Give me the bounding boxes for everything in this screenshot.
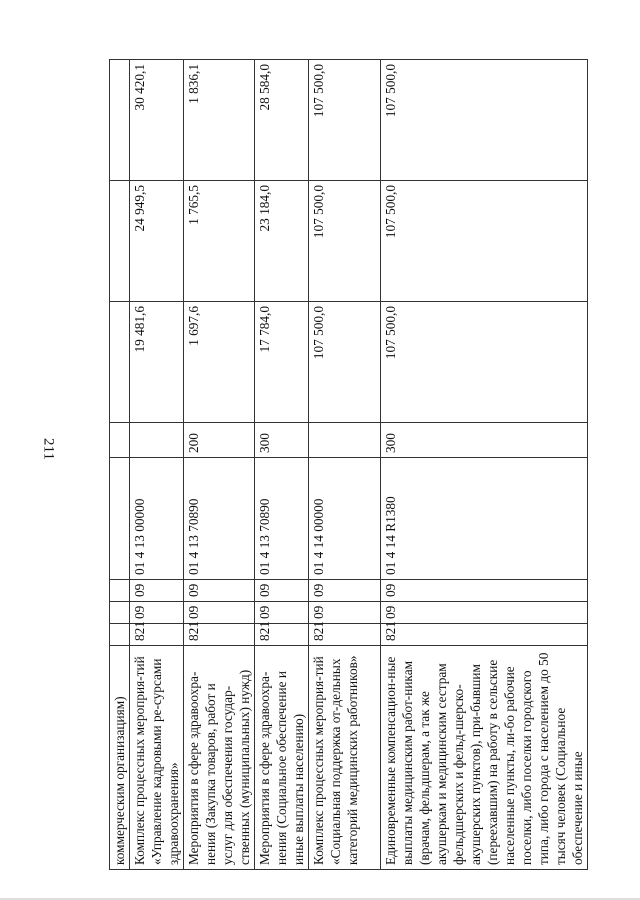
table-cell-value-2: 1 765,5 bbox=[184, 181, 255, 302]
table-cell-value-3: 30 420,1 bbox=[130, 60, 184, 181]
table-row bbox=[255, 60, 309, 870]
table-cell-ministry: 821 bbox=[255, 624, 309, 646]
table-cell-empty bbox=[110, 423, 130, 458]
table-cell-value-1: 17 784,0 bbox=[255, 302, 309, 423]
table-cell-value-1: 107 500,0 bbox=[309, 302, 381, 423]
table-cell-name: Комплекс процессных мероприя-тий «Социальная поддержка от-дельных категорий медицинских работников» bbox=[309, 646, 381, 870]
table-cell-empty bbox=[110, 302, 130, 423]
table-cell-expense-type bbox=[130, 423, 184, 458]
page-number: 211 bbox=[40, 438, 57, 460]
table-cell-ministry: 821 bbox=[184, 624, 255, 646]
table-cell-subsection: 09 bbox=[309, 580, 381, 602]
table-cell-ministry: 821 bbox=[309, 624, 381, 646]
table-cell-section: 09 bbox=[309, 602, 381, 624]
table-cell-name: Мероприятия в сфере здравоохра-нения (Социальное обеспечение и иные выплаты населению) bbox=[255, 646, 309, 870]
table-cell-section: 09 bbox=[381, 602, 588, 624]
table-cell-value-3: 1 836,1 bbox=[184, 60, 255, 181]
table-cell-empty bbox=[110, 580, 130, 602]
table-cell-subsection: 09 bbox=[130, 580, 184, 602]
table-cell-article: 01 4 13 00000 bbox=[130, 458, 184, 580]
rotated-table-container bbox=[109, 60, 585, 870]
table-cell-empty bbox=[110, 181, 130, 302]
table-cell-expense-type bbox=[309, 423, 381, 458]
table-cell-ministry: 821 bbox=[381, 624, 588, 646]
table-cell-value-1: 107 500,0 bbox=[381, 302, 588, 423]
table-cell-expense-type: 300 bbox=[381, 423, 588, 458]
table-cell-article: 01 4 13 70890 bbox=[255, 458, 309, 580]
table-cell-name: Комплекс процессных мероприя-тий «Управление кадровыми ре-сурсами здравоохранения» bbox=[130, 646, 184, 870]
table-cell-expense-type: 200 bbox=[184, 423, 255, 458]
table-cell-name: Единовременные компенсацион-ные выплаты медицинским работ-никам (врачам, фельдшерам, а так же акушеркам и медицинским сестрам фельдшерских и фельд-шерско-акушерских пунктов), при-бывшим (переехавшим) на работу в сельские населенные пункты, ли-бо рабочие поселки, либо поселки городского типа, либо города с населением до 50 тысяч человек (Социальное обеспечение и иные bbox=[381, 646, 588, 870]
table-cell-value-2: 107 500,0 bbox=[381, 181, 588, 302]
table-cell-value-2: 24 949,5 bbox=[130, 181, 184, 302]
table-cell-empty bbox=[110, 458, 130, 580]
table-cell-section: 09 bbox=[184, 602, 255, 624]
table-cell-empty bbox=[110, 602, 130, 624]
table-cell-name: коммерческим организациям) bbox=[110, 646, 130, 870]
table-row bbox=[309, 60, 381, 870]
table-cell-empty bbox=[110, 60, 130, 181]
table-cell-section: 09 bbox=[255, 602, 309, 624]
table-cell-subsection: 09 bbox=[381, 580, 588, 602]
table-cell-expense-type: 300 bbox=[255, 423, 309, 458]
table-cell-empty bbox=[110, 624, 130, 646]
table-cell-value-3: 107 500,0 bbox=[309, 60, 381, 181]
table-cell-value-1: 1 697,6 bbox=[184, 302, 255, 423]
table-cell-article: 01 4 14 R1380 bbox=[381, 458, 588, 580]
table-header-fragment-row bbox=[110, 60, 130, 870]
table-cell-value-1: 19 481,6 bbox=[130, 302, 184, 423]
table-row bbox=[130, 60, 184, 870]
table-row bbox=[184, 60, 255, 870]
table-row bbox=[381, 60, 588, 870]
table-cell-value-3: 28 584,0 bbox=[255, 60, 309, 181]
table-cell-value-2: 107 500,0 bbox=[309, 181, 381, 302]
table-cell-value-2: 23 184,0 bbox=[255, 181, 309, 302]
table-cell-article: 01 4 13 70890 bbox=[184, 458, 255, 580]
table-cell-section: 09 bbox=[130, 602, 184, 624]
budget-table bbox=[109, 59, 588, 870]
table-cell-article: 01 4 14 00000 bbox=[309, 458, 381, 580]
table-cell-subsection: 09 bbox=[255, 580, 309, 602]
table-cell-subsection: 09 bbox=[184, 580, 255, 602]
table-cell-value-3: 107 500,0 bbox=[381, 60, 588, 181]
table-cell-ministry: 821 bbox=[130, 624, 184, 646]
table-cell-name: Мероприятия в сфере здравоохра-нения (Закупка товаров, работ и услуг для обеспечения государ-ственных (муниципальных) нужд) bbox=[184, 646, 255, 870]
